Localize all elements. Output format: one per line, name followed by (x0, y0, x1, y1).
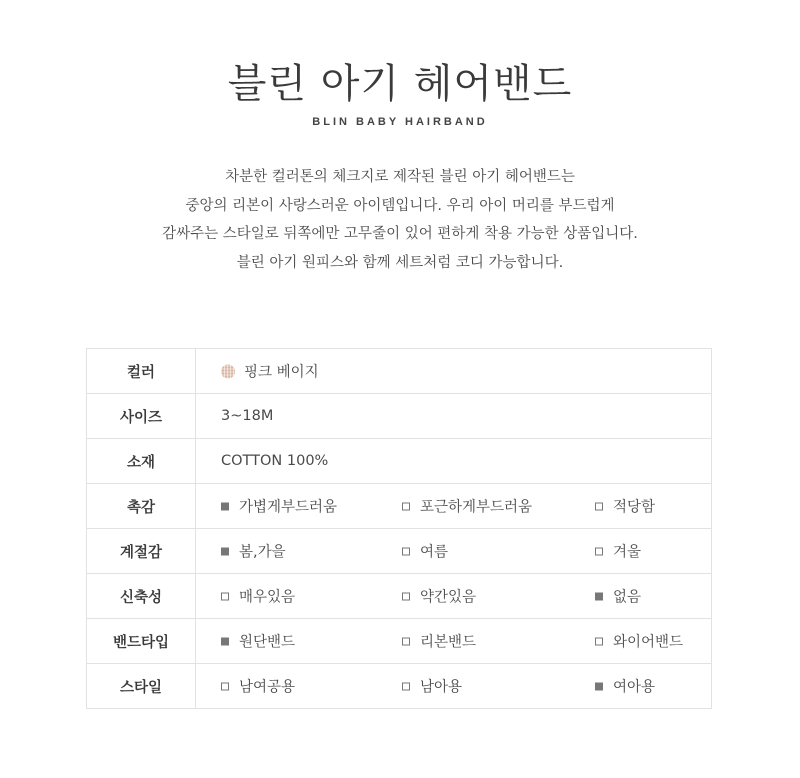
spec-option-label: 없음 (613, 589, 642, 606)
spec-label: 컬러 (87, 349, 196, 394)
spec-row-band-type (87, 619, 712, 664)
spec-label: 소재 (87, 439, 196, 484)
checked-box-icon (595, 592, 603, 600)
spec-option (595, 541, 641, 562)
spec-row-texture (87, 484, 712, 529)
spec-value-cell (196, 394, 712, 439)
spec-option (221, 496, 337, 517)
spec-option-label: 매우있음 (239, 589, 296, 606)
spec-option (221, 631, 295, 652)
spec-option (402, 496, 532, 517)
spec-label: 신축성 (87, 574, 196, 619)
spec-option (221, 676, 295, 697)
spec-label: 사이즈 (87, 394, 196, 439)
spec-option (402, 586, 476, 607)
product-subtitle: BLIN BABY HAIRBAND (312, 116, 488, 128)
spec-row-stretch (87, 574, 712, 619)
spec-options-cell (196, 484, 712, 529)
unchecked-box-icon (402, 682, 410, 690)
unchecked-box-icon (595, 547, 603, 555)
checked-box-icon (221, 637, 229, 645)
spec-row-style (87, 664, 712, 709)
spec-row-season (87, 529, 712, 574)
spec-row-size (87, 394, 712, 439)
spec-option (402, 676, 462, 697)
spec-option-label: 리본밴드 (420, 634, 477, 651)
spec-option-label: 남아용 (420, 679, 463, 696)
spec-option-label: 여아용 (613, 679, 656, 696)
spec-option (595, 631, 683, 652)
product-description (0, 163, 800, 277)
material-value: COTTON 100% (221, 453, 329, 469)
spec-option-label: 원단밴드 (239, 634, 296, 651)
spec-option (595, 676, 655, 697)
spec-option-label: 와이어밴드 (613, 634, 684, 651)
spec-label: 스타일 (87, 664, 196, 709)
spec-table (86, 348, 712, 709)
description-line: 블린 아기 원피스와 함께 세트처럼 코디 가능합니다. (236, 254, 564, 271)
spec-option-label: 남여공용 (239, 679, 296, 696)
description-line: 차분한 컬러톤의 체크지로 제작된 블린 아기 헤어밴드는 (225, 169, 575, 185)
spec-row-color (87, 349, 712, 394)
unchecked-box-icon (402, 637, 410, 645)
spec-option (402, 541, 448, 562)
spec-label: 촉감 (87, 484, 196, 529)
spec-option-label: 적당함 (613, 499, 656, 516)
unchecked-box-icon (402, 592, 410, 600)
spec-label: 계절감 (87, 529, 196, 574)
spec-value-cell (196, 349, 712, 394)
color-swatch-icon (221, 364, 235, 378)
spec-option-label: 포근하게부드러움 (420, 499, 533, 516)
spec-option (402, 631, 476, 652)
spec-option-label: 여름 (420, 544, 449, 561)
spec-option (221, 541, 286, 562)
spec-options-cell (196, 619, 712, 664)
spec-option-label: 가볍게부드러움 (239, 499, 338, 516)
unchecked-box-icon (402, 502, 410, 510)
spec-options-cell (196, 664, 712, 709)
spec-option (221, 586, 295, 607)
description-line: 중앙의 리본이 사랑스러운 아이템입니다. 우리 아이 머리를 부드럽게 (185, 197, 615, 214)
spec-option (595, 586, 641, 607)
spec-option-label: 약간있음 (420, 589, 477, 606)
unchecked-box-icon (402, 547, 410, 555)
product-title: 블린 아기 헤어밴드 (227, 61, 573, 107)
unchecked-box-icon (595, 637, 603, 645)
size-value: 3~18M (221, 408, 274, 424)
description-line: 감싸주는 스타일로 뒤쪽에만 고무줄이 있어 편하게 착용 가능한 상품입니다. (162, 226, 638, 242)
spec-label: 밴드타입 (87, 619, 196, 664)
unchecked-box-icon (595, 502, 603, 510)
color-value: 핑크 베이지 (244, 364, 319, 381)
unchecked-box-icon (221, 592, 229, 600)
spec-row-material (87, 439, 712, 484)
spec-option-label: 봄,가을 (239, 544, 286, 561)
spec-options-cell (196, 529, 712, 574)
spec-option-label: 겨울 (613, 544, 642, 561)
spec-option (595, 496, 655, 517)
spec-value-cell (196, 439, 712, 484)
checked-box-icon (221, 502, 229, 510)
checked-box-icon (221, 547, 229, 555)
spec-options-cell (196, 574, 712, 619)
unchecked-box-icon (221, 682, 229, 690)
checked-box-icon (595, 682, 603, 690)
